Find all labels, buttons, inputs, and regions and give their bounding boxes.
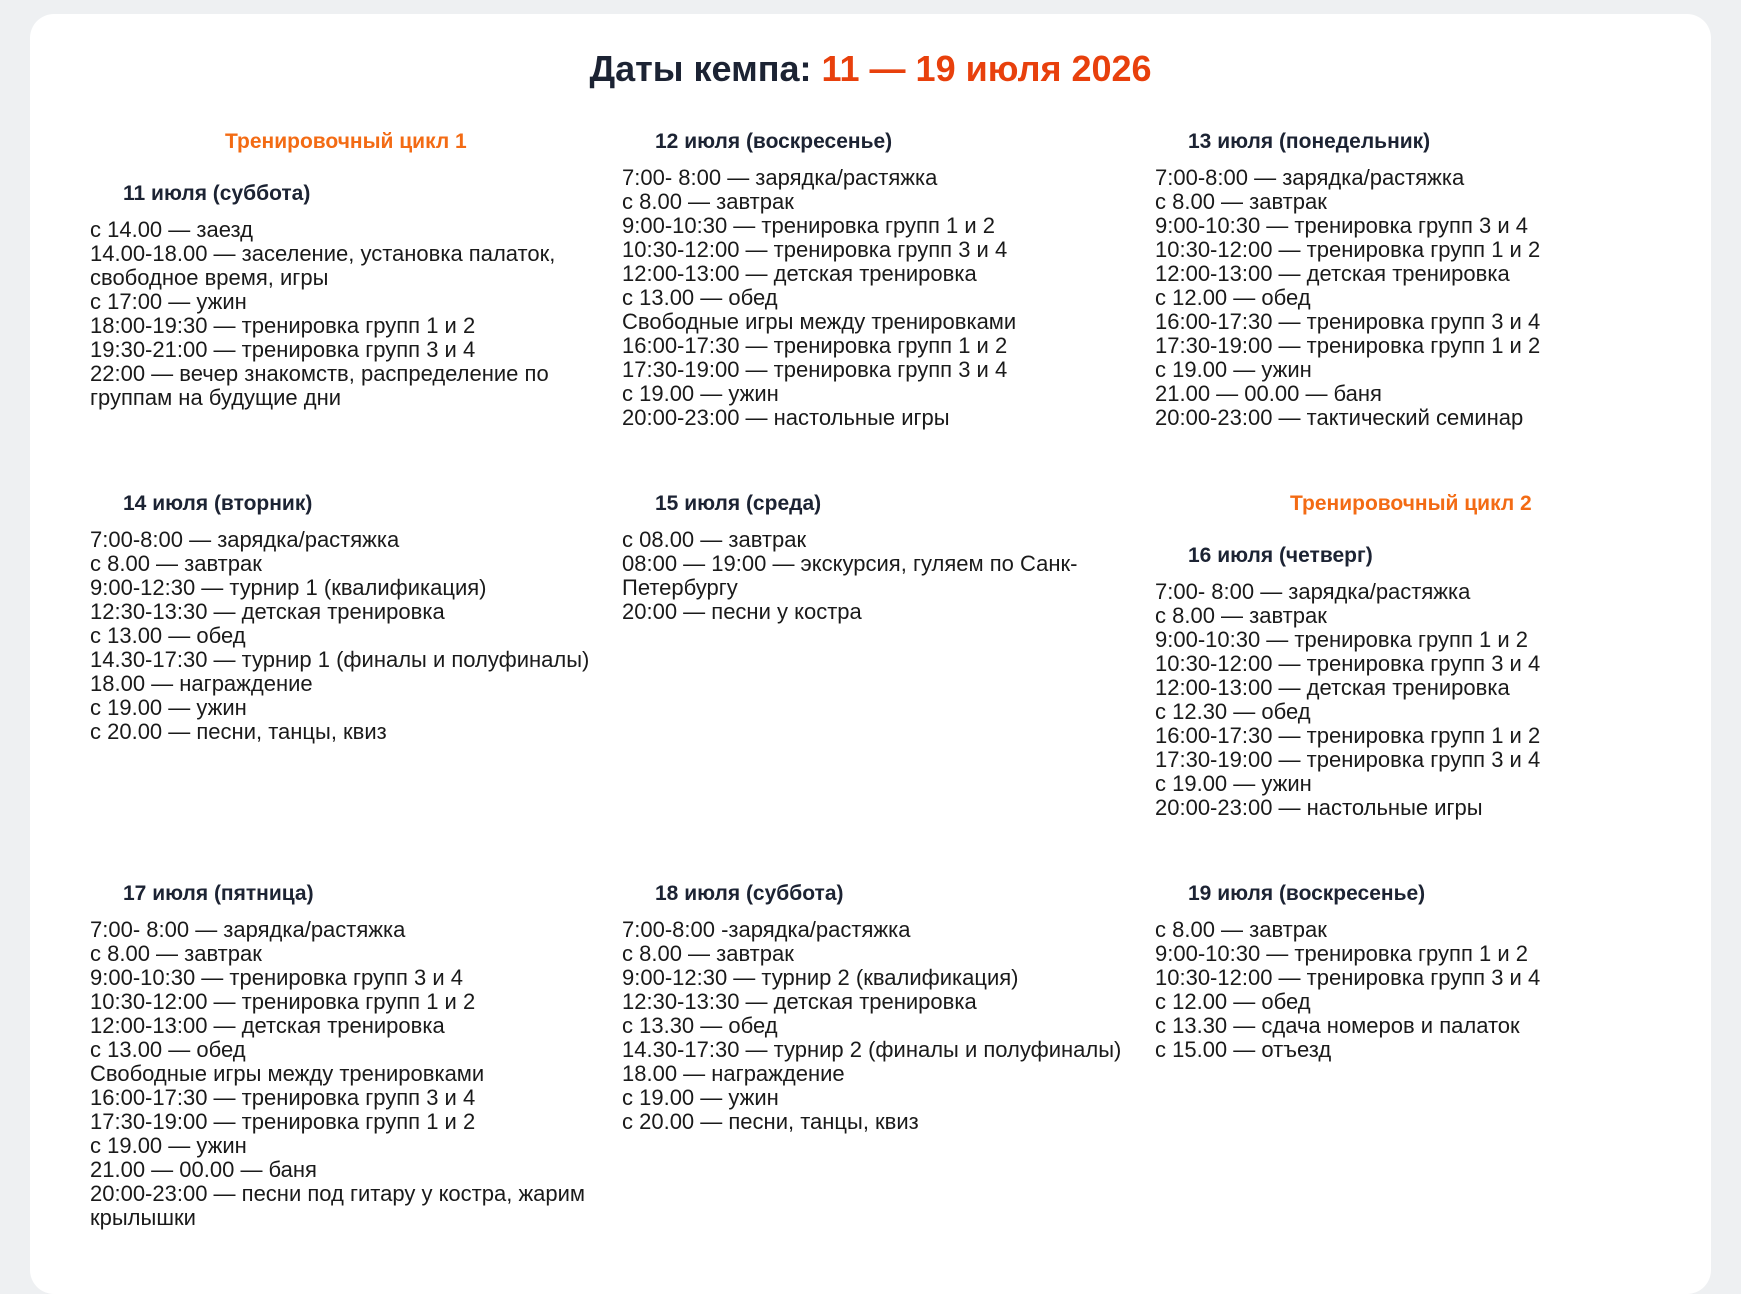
schedule-list [90, 918, 610, 1230]
schedule-item: с 12.30 — обед [1155, 699, 1311, 724]
schedule-item: с 8.00 — завтрак [90, 941, 262, 966]
schedule-item: 10:30-12:00 — тренировка групп 1 и 2 [1155, 237, 1541, 262]
day-heading: 17 июля (пятница) [123, 882, 314, 905]
schedule-item: 7:00- 8:00 — зарядка/растяжка [1155, 579, 1471, 604]
schedule-item: 14.00-18.00 — заселение, установка палаток, свободное время, игры [90, 241, 556, 290]
schedule-item: 20:00 — песни у костра [622, 599, 862, 624]
schedule-item: с 20.00 — песни, танцы, квиз [90, 719, 387, 744]
schedule-item: 16:00-17:30 — тренировка групп 1 и 2 [622, 333, 1008, 358]
schedule-item: с 08.00 — завтрак [622, 527, 807, 552]
cycle-label-1: Тренировочный цикл 1 [225, 130, 467, 153]
day-block-15-july [622, 491, 1142, 624]
schedule-item: с 14.00 — заезд [90, 217, 253, 242]
schedule-item: 9:00-10:30 — тренировка групп 3 и 4 [1155, 213, 1528, 238]
schedule-item: с 12.00 — обед [1155, 989, 1311, 1014]
schedule-item: 9:00-10:30 — тренировка групп 1 и 2 [1155, 627, 1528, 652]
day-block-18-july [622, 881, 1142, 1134]
schedule-item: 08:00 — 19:00 — экскурсия, гуляем по Санк-Петербургу [622, 551, 1078, 600]
title-dates: 11 — 19 июля 2026 [821, 48, 1152, 89]
schedule-item: 10:30-12:00 — тренировка групп 3 и 4 [622, 237, 1008, 262]
schedule-item: с 8.00 — завтрак [1155, 603, 1327, 628]
schedule-item: с 8.00 — завтрак [90, 551, 262, 576]
schedule-item: Свободные игры между тренировками [90, 1061, 485, 1086]
schedule-item: 20:00-23:00 — песни под гитару у костра, жарим крылышки [90, 1181, 586, 1230]
schedule-item: 14.30-17:30 — турнир 1 (финалы и полуфиналы) [90, 647, 590, 672]
schedule-item: 17:30-19:00 — тренировка групп 3 и 4 [622, 357, 1008, 382]
day-heading: 14 июля (вторник) [123, 492, 313, 515]
schedule-item: 20:00-23:00 — настольные игры [622, 405, 950, 430]
schedule-item: 7:00- 8:00 — зарядка/растяжка [622, 165, 938, 190]
schedule-item: с 8.00 — завтрак [622, 189, 794, 214]
schedule-item: 21.00 — 00.00 — баня [90, 1157, 317, 1182]
schedule-item: 20:00-23:00 — тактический семинар [1155, 405, 1524, 430]
day-heading: 18 июля (суббота) [655, 882, 844, 905]
schedule-item: с 19.00 — ужин [622, 381, 779, 406]
schedule-item: с 12.00 — обед [1155, 285, 1311, 310]
schedule-item: 12:30-13:30 — детская тренировка [622, 989, 977, 1014]
cycle-label-2: Тренировочный цикл 2 [1290, 492, 1532, 515]
schedule-item: 16:00-17:30 — тренировка групп 3 и 4 [90, 1085, 476, 1110]
schedule-item: 10:30-12:00 — тренировка групп 3 и 4 [1155, 651, 1541, 676]
schedule-item: с 13.00 — обед [90, 1037, 246, 1062]
day-heading: 19 июля (воскресенье) [1188, 882, 1426, 905]
day-block-14-july [90, 491, 610, 744]
schedule-item: 17:30-19:00 — тренировка групп 3 и 4 [1155, 747, 1541, 772]
day-heading: 15 июля (среда) [655, 492, 822, 515]
day-heading: 12 июля (воскресенье) [655, 130, 893, 153]
schedule-list [622, 166, 1142, 430]
schedule-item: с 15.00 — отъезд [1155, 1037, 1332, 1062]
page-title [0, 48, 1741, 90]
schedule-item: с 20.00 — песни, танцы, квиз [622, 1109, 919, 1134]
schedule-item: 18.00 — награждение [90, 671, 313, 696]
schedule-list [622, 918, 1142, 1134]
schedule-item: 9:00-10:30 — тренировка групп 3 и 4 [90, 965, 463, 990]
schedule-item: с 19.00 — ужин [90, 695, 247, 720]
day-heading: 11 июля (суббота) [123, 182, 311, 205]
schedule-list [1155, 166, 1675, 430]
schedule-item: 9:00-12:30 — турнир 2 (квалификация) [622, 965, 1019, 990]
schedule-item: 7:00- 8:00 — зарядка/растяжка [90, 917, 406, 942]
schedule-item: 9:00-10:30 — тренировка групп 1 и 2 [622, 213, 995, 238]
schedule-item: с 19.00 — ужин [622, 1085, 779, 1110]
day-heading: 13 июля (понедельник) [1188, 130, 1431, 153]
schedule-item: с 8.00 — завтрак [1155, 917, 1327, 942]
schedule-item: 19:30-21:00 — тренировка групп 3 и 4 [90, 337, 476, 362]
schedule-item: с 13.00 — обед [622, 285, 778, 310]
schedule-item: 12:00-13:00 — детская тренировка [1155, 675, 1510, 700]
schedule-item: Свободные игры между тренировками [622, 309, 1017, 334]
schedule-item: с 19.00 — ужин [1155, 771, 1312, 796]
day-block-17-july [90, 881, 610, 1230]
schedule-item: 22:00 — вечер знакомств, распределение по группам на будущие дни [90, 361, 549, 410]
schedule-list [90, 218, 610, 410]
schedule-list [1155, 918, 1675, 1062]
schedule-list [622, 528, 1142, 624]
schedule-item: 7:00-8:00 — зарядка/растяжка [1155, 165, 1465, 190]
schedule-item: 9:00-10:30 — тренировка групп 1 и 2 [1155, 941, 1528, 966]
schedule-item: с 8.00 — завтрак [1155, 189, 1327, 214]
schedule-item: с 13.30 — обед [622, 1013, 778, 1038]
schedule-item: 12:00-13:00 — детская тренировка [622, 261, 977, 286]
schedule-item: с 8.00 — завтрак [622, 941, 794, 966]
schedule-item: 14.30-17:30 — турнир 2 (финалы и полуфиналы) [622, 1037, 1122, 1062]
schedule-item: 17:30-19:00 — тренировка групп 1 и 2 [90, 1109, 476, 1134]
schedule-item: 16:00-17:30 — тренировка групп 3 и 4 [1155, 309, 1541, 334]
schedule-item: 12:00-13:00 — детская тренировка [90, 1013, 445, 1038]
schedule-list [90, 528, 610, 744]
schedule-item: 17:30-19:00 — тренировка групп 1 и 2 [1155, 333, 1541, 358]
schedule-item: 12:30-13:30 — детская тренировка [90, 599, 445, 624]
day-block-16-july [1155, 491, 1675, 820]
schedule-item: 21.00 — 00.00 — баня [1155, 381, 1382, 406]
schedule-item: 20:00-23:00 — настольные игры [1155, 795, 1483, 820]
schedule-item: 10:30-12:00 — тренировка групп 3 и 4 [1155, 965, 1541, 990]
day-block-19-july [1155, 881, 1675, 1062]
schedule-item: с 13.00 — обед [90, 623, 246, 648]
schedule-item: с 17:00 — ужин [90, 289, 247, 314]
schedule-list [1155, 580, 1675, 820]
day-block-11-july [90, 129, 610, 410]
schedule-item: 18.00 — награждение [622, 1061, 845, 1086]
schedule-item: 7:00-8:00 -зарядка/растяжка [622, 917, 911, 942]
schedule-item: 7:00-8:00 — зарядка/растяжка [90, 527, 400, 552]
schedule-item: 10:30-12:00 — тренировка групп 1 и 2 [90, 989, 476, 1014]
schedule-item: 18:00-19:30 — тренировка групп 1 и 2 [90, 313, 476, 338]
day-block-13-july [1155, 129, 1675, 430]
schedule-item: 12:00-13:00 — детская тренировка [1155, 261, 1510, 286]
schedule-item: 9:00-12:30 — турнир 1 (квалификация) [90, 575, 487, 600]
schedule-item: с 19.00 — ужин [1155, 357, 1312, 382]
schedule-item: с 13.30 — сдача номеров и палаток [1155, 1013, 1520, 1038]
title-prefix: Даты кемпа: [589, 48, 812, 89]
schedule-item: 16:00-17:30 — тренировка групп 1 и 2 [1155, 723, 1541, 748]
day-block-12-july [622, 129, 1142, 430]
day-heading: 16 июля (четверг) [1188, 544, 1373, 567]
schedule-item: с 19.00 — ужин [90, 1133, 247, 1158]
